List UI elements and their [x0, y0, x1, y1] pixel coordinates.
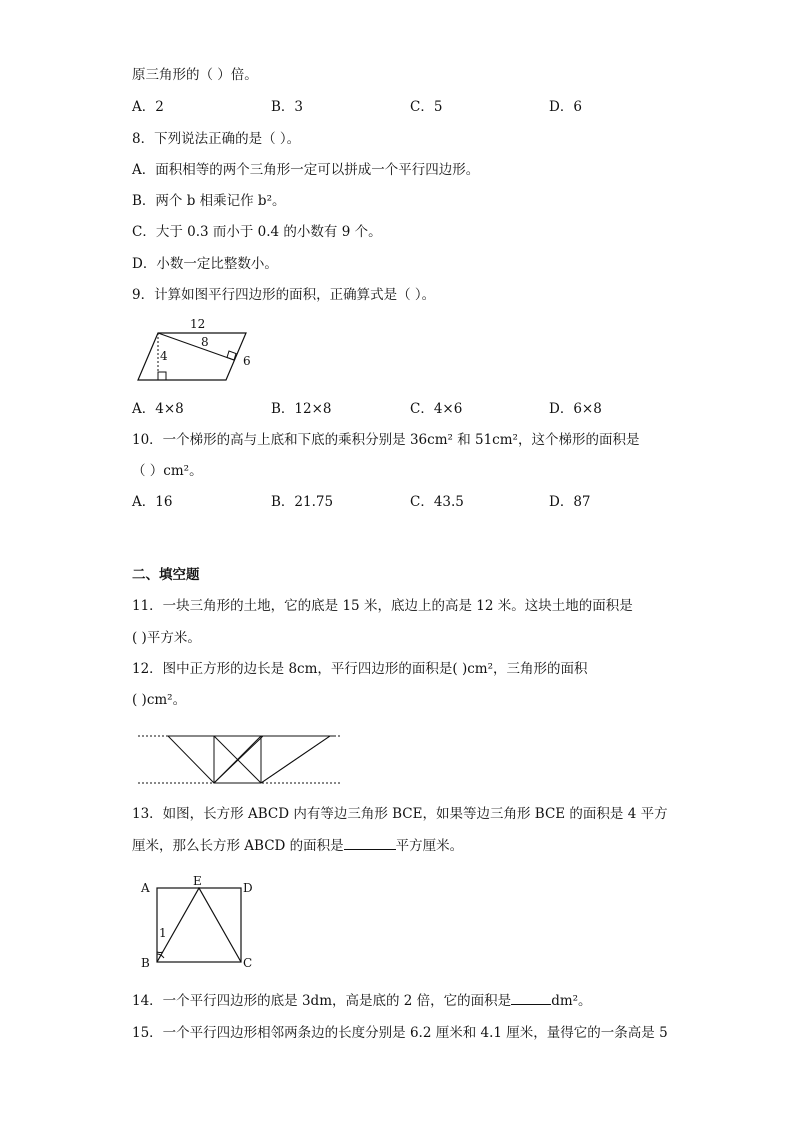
- q7-option-d: D．6: [549, 99, 582, 115]
- label-12: 12: [190, 317, 206, 331]
- q10-option-a: A．16: [132, 494, 173, 510]
- q7-option-b: B．3: [271, 99, 304, 115]
- q14-line: [132, 992, 592, 1010]
- q8-option-c: C．大于 0.3 而小于 0.4 的小数有 9 个。: [132, 224, 382, 240]
- q15-stem: 15．一个平行四边形相邻两条边的长度分别是 6.2 厘米和 4.1 厘米，量得它的一条高是 5: [132, 1025, 668, 1041]
- q13-text-after: 平方厘米。: [395, 838, 464, 854]
- q13-rectangle-figure: [138, 872, 263, 972]
- q13-stem: 13．如图，长方形 ABCD 内有等边三角形 BCE，如果等边三角形 BCE 的面积是 4 平方: [132, 806, 668, 822]
- q8-option-b: B．两个 b 相乘记作 b²。: [132, 193, 286, 209]
- right-angle-mark-side: [227, 351, 236, 360]
- q11-continuation: ( )平方米。: [132, 630, 201, 646]
- label-8: 8: [201, 335, 209, 349]
- q8-option-a: A．面积相等的两个三角形一定可以拼成一个平行四边形。: [132, 162, 480, 178]
- label-e: E: [193, 874, 202, 888]
- q12-continuation: ( )cm²。: [132, 692, 187, 708]
- q7-option-c: C．5: [410, 99, 443, 115]
- q13-text-before: 厘米，那么长方形 ABCD 的面积是: [132, 838, 344, 854]
- q14-text-before: 14．一个平行四边形的底是 3dm，高是底的 2 倍，它的面积是: [132, 993, 512, 1009]
- label-6: 6: [243, 354, 251, 368]
- q9-option-b: B．12×8: [271, 401, 332, 417]
- label-b: B: [141, 956, 150, 970]
- q8-option-d: D．小数一定比整数小。: [132, 256, 278, 272]
- q10-continuation: （ ）cm²。: [132, 463, 203, 479]
- q9-option-d: D．6×8: [549, 401, 602, 417]
- right-angle-mark-bottom: [158, 372, 166, 380]
- label-4: 4: [160, 349, 168, 363]
- q9-option-c: C．4×6: [410, 401, 463, 417]
- label-angle-1: 1: [159, 926, 167, 940]
- q12-stem: 12．图中正方形的边长是 8cm，平行四边形的面积是( )cm²，三角形的面积: [132, 661, 588, 677]
- rectangle-abcd: [157, 888, 241, 962]
- parallelogram-outline: [138, 333, 246, 380]
- q11-stem: 11．一块三角形的土地，它的底是 15 米，底边上的高是 12 米。这块土地的面积是: [132, 598, 633, 614]
- q10-option-d: D．87: [549, 494, 591, 510]
- parallelogram-right-edge: [261, 736, 330, 783]
- label-d: D: [243, 881, 253, 895]
- q14-answer-blank[interactable]: [511, 992, 551, 1005]
- label-a: A: [141, 881, 150, 895]
- section-title-fill-in: 二、填空题: [132, 567, 200, 583]
- q7-option-a: A．2: [132, 99, 164, 115]
- q13-continuation: [132, 837, 463, 855]
- q9-stem: 9．计算如图平行四边形的面积，正确算式是（ ）。: [132, 287, 436, 303]
- q10-option-b: B．21.75: [271, 494, 334, 510]
- q10-stem: 10．一个梯形的高与上底和下底的乘积分别是 36cm² 和 51cm²，这个梯形的面积是: [132, 432, 640, 448]
- q9-parallelogram-figure: [130, 312, 260, 387]
- q9-option-a: A．4×8: [132, 401, 184, 417]
- triangle-bce: [157, 888, 241, 962]
- q14-text-after: dm²。: [551, 993, 592, 1009]
- q12-shapes-figure: [138, 730, 348, 790]
- label-c: C: [243, 956, 253, 970]
- perpendicular-line: [158, 333, 234, 360]
- q7-continuation: 原三角形的（ ）倍。: [132, 67, 258, 83]
- q8-stem: 8．下列说法正确的是（ ）。: [132, 131, 301, 147]
- q13-answer-blank[interactable]: [344, 837, 396, 850]
- q10-option-c: C．43.5: [410, 494, 464, 510]
- triangle-shape: [168, 736, 263, 783]
